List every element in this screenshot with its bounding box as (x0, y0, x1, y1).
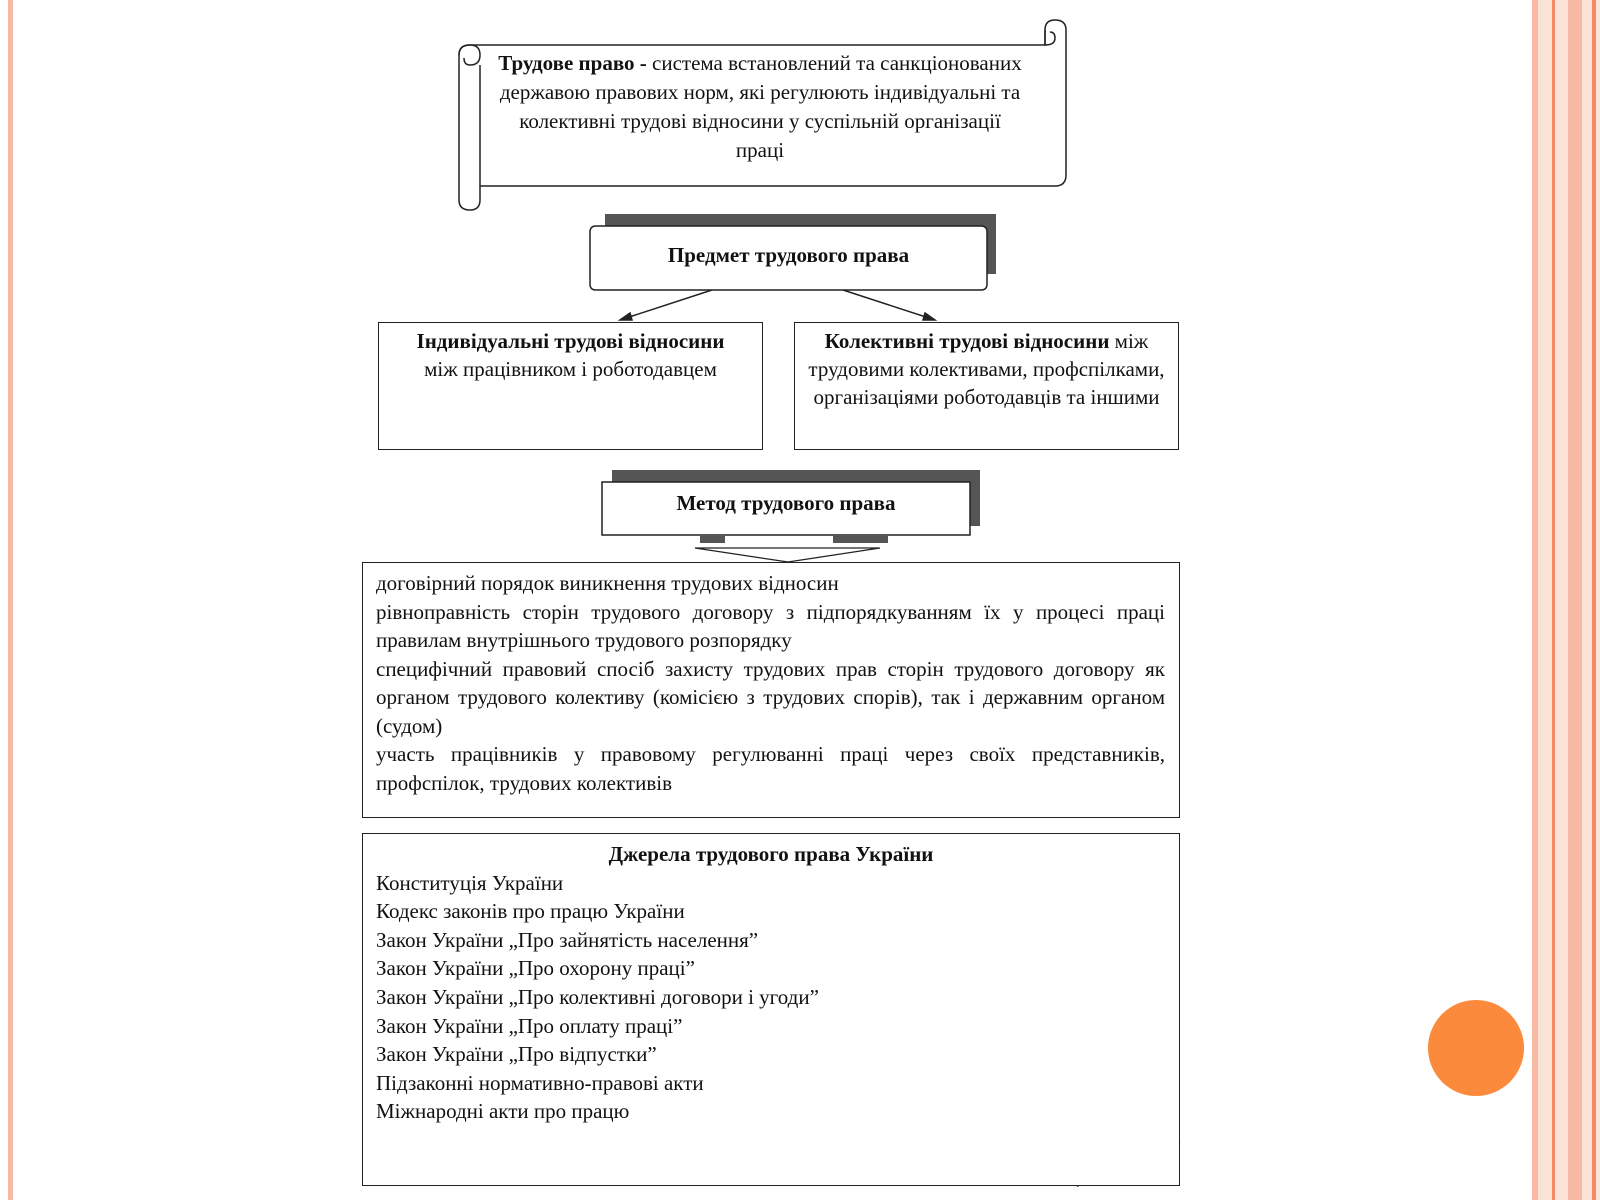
method-item: специфічний правовий спосіб захисту трудових прав сторін трудового договору як органом трудового колективу (комісією з трудових спорів), так і державним органом (судом) (376, 656, 1165, 738)
method-item: договірний порядок виникнення трудових відносин (376, 571, 839, 595)
definition-term: Трудове право - (498, 51, 647, 75)
source-item: Конституція України (376, 870, 564, 895)
source-item: Підзаконні нормативно-правові акти (376, 1070, 704, 1095)
collective-relations-title: Колективні трудові відносини (824, 329, 1110, 353)
source-item: Кодекс законів про працю України (376, 899, 685, 924)
individual-relations-title: Індивідуальні трудові відносини (416, 329, 725, 353)
individual-relations-box (378, 322, 763, 450)
sources-box (362, 833, 1180, 1186)
source-item: Закон України „Про охорону праці” (376, 956, 695, 981)
definition-body: система встановлений та санкціонованих державою правових норм, які регулюють індивідуальні та колективні трудові відносини у суспільній організації праці (499, 51, 1022, 162)
source-item: Міжнародні акти про працю (376, 1099, 630, 1124)
source-item: Закон України „Про зайнятість населення” (376, 927, 759, 952)
source-item: Закон України „Про колективні договори і угоди” (376, 984, 819, 1009)
method-item: рівноправність сторін трудового договору з підпорядкуванням їх у процесі праці правилам внутрішнього трудового розпорядку (376, 599, 1165, 652)
method-item: участь працівників у правовому регулюванні праці через своїх представників, профспілок, трудових колективів (376, 742, 1165, 795)
method-down-arrow (695, 535, 888, 562)
source-item: Закон України „Про відпустки” (376, 1042, 657, 1067)
individual-relations-text: між працівником і роботодавцем (424, 357, 717, 381)
collective-relations-text: між трудовими колективами, профспілками, організаціями роботодавців та іншими (808, 329, 1165, 409)
subject-title: Предмет трудового права (667, 243, 910, 267)
sources-title: Джерела трудового права України (608, 842, 934, 866)
definition-text (495, 49, 1025, 165)
collective-relations-box (794, 322, 1179, 450)
method-title: Метод трудового права (676, 491, 896, 515)
source-item: Закон України „Про оплату праці” (376, 1013, 683, 1038)
method-list-box (362, 562, 1180, 818)
